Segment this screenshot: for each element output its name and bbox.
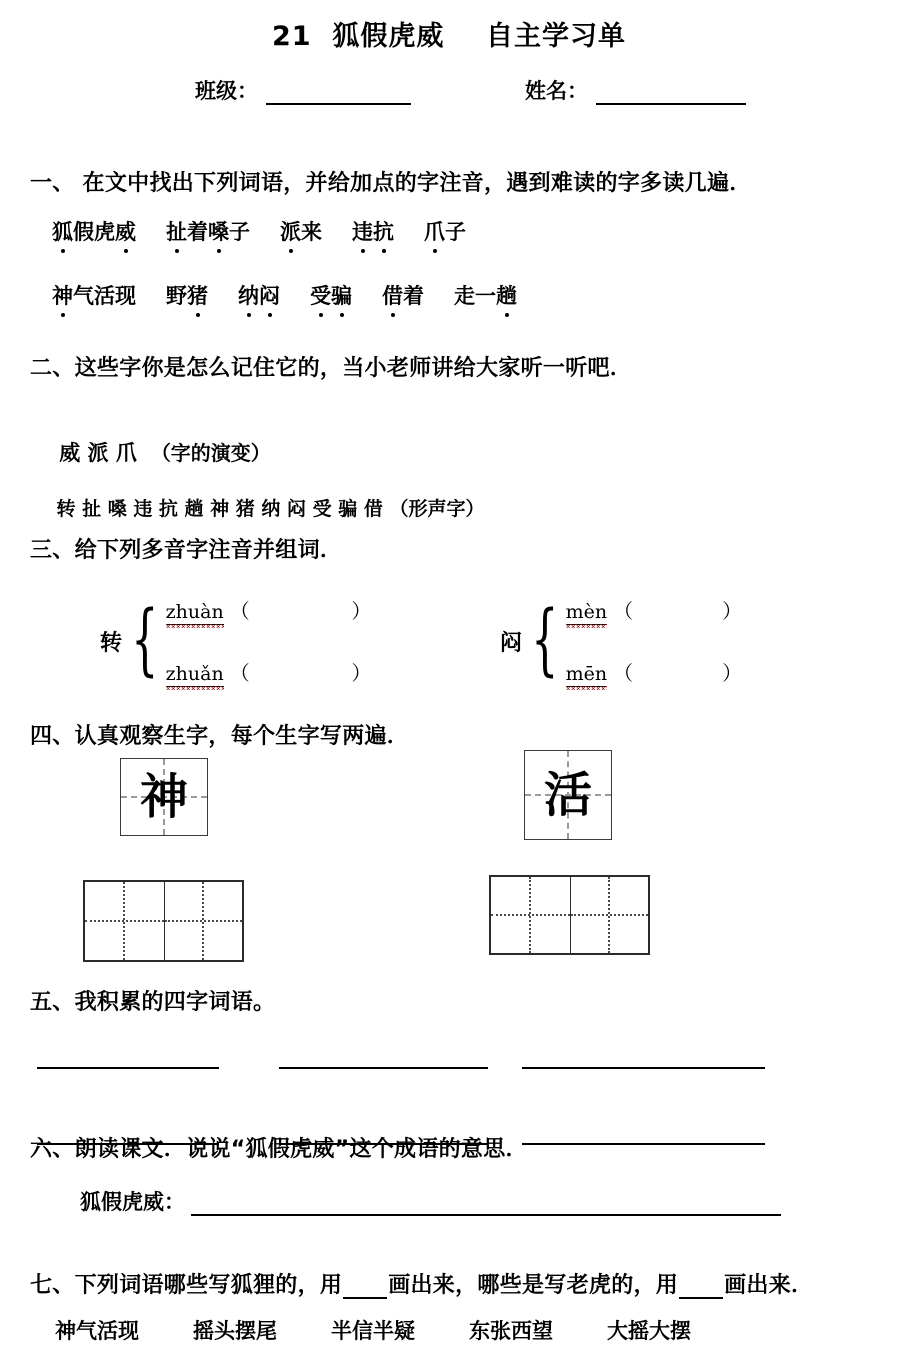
marked-character: 神 xyxy=(52,280,73,317)
vocabulary-word xyxy=(382,280,424,317)
answer-blank-line[interactable] xyxy=(522,1067,765,1069)
answer-blank-line[interactable] xyxy=(279,1067,488,1069)
marked-character: 骗 xyxy=(331,280,352,317)
idiom-label: 狐假虎威： xyxy=(80,1189,185,1214)
question-7-heading xyxy=(30,1268,813,1299)
character: 现 xyxy=(115,283,136,308)
evolution-chars: 威 派 爪 xyxy=(59,440,137,465)
answer-blank-line[interactable] xyxy=(37,1067,219,1069)
class-label: 班级： xyxy=(195,79,258,103)
phonetic-chars: 转 扯 嗓 违 抗 趟 神 猪 纳 闷 受 骗 借 xyxy=(56,498,383,520)
answer-blank-line[interactable] xyxy=(522,1143,765,1145)
vocabulary-word xyxy=(52,216,136,253)
pinyin-text: mēn xyxy=(565,663,608,685)
question-6-heading: 六、朗读课文．说说“狐假虎威”这个成语的意思． xyxy=(30,1137,528,1162)
question-6-answer-row[interactable] xyxy=(80,1186,781,1216)
polyphone-character: 闷 xyxy=(500,629,523,656)
polyphone-reading-row xyxy=(566,657,743,687)
question-3-heading: 三、给下列多音字注音并组词． xyxy=(30,538,343,563)
character: 假 xyxy=(73,219,94,244)
character: 活 xyxy=(94,283,115,308)
vocabulary-word xyxy=(280,216,322,253)
polyphone-character: 转 xyxy=(100,629,123,656)
word-answer-parentheses[interactable]: （ ） xyxy=(229,661,372,685)
polyphone-reading-row xyxy=(166,657,372,687)
marked-character: 受 xyxy=(310,280,331,317)
marked-character: 爪 xyxy=(424,216,445,253)
marked-character: 威 xyxy=(115,216,136,253)
inline-blank-tiger[interactable] xyxy=(679,1281,723,1299)
model-character-huo: 活 xyxy=(543,767,592,823)
brace-bracket: { xyxy=(131,595,159,686)
character: 着 xyxy=(187,219,208,244)
idiom-item[interactable]: 神气活现 xyxy=(55,1318,139,1343)
practice-grid-shen[interactable] xyxy=(83,880,244,962)
pinyin-text: mèn xyxy=(565,601,608,623)
class-field[interactable] xyxy=(195,75,411,105)
word-answer-parentheses[interactable]: （ ） xyxy=(613,599,743,623)
marked-character: 抗 xyxy=(373,216,394,253)
marked-character: 派 xyxy=(280,216,301,253)
idiom-item[interactable]: 摇头摆尾 xyxy=(193,1318,277,1343)
word-answer-parentheses[interactable]: （ ） xyxy=(229,599,372,623)
vocabulary-word xyxy=(454,280,517,317)
polyphone-reading-row xyxy=(166,595,372,625)
evolution-note: （字的演变） xyxy=(150,441,271,465)
question-1-heading: 一、 在文中找出下列词语，并给加点的字注音，遇到难读的字多读几遍． xyxy=(30,171,752,196)
question-5-heading: 五、我积累的四字词语。 xyxy=(30,990,276,1015)
character: 一 xyxy=(475,283,496,308)
practice-cell[interactable] xyxy=(570,877,649,953)
name-field[interactable] xyxy=(525,75,746,105)
practice-grid-huo[interactable] xyxy=(489,875,650,955)
model-character-shen: 神 xyxy=(139,769,188,825)
character: 虎 xyxy=(94,219,115,244)
marked-character: 扯 xyxy=(166,216,187,253)
marked-character: 违 xyxy=(352,216,373,253)
grid-horizontal-line xyxy=(571,914,649,916)
character: 子 xyxy=(445,219,466,244)
character: 气 xyxy=(73,283,94,308)
marked-character: 纳 xyxy=(238,280,259,317)
model-character-box-huo xyxy=(524,750,612,840)
marked-character: 闷 xyxy=(259,280,280,317)
polyphone-readings xyxy=(566,593,743,689)
vocabulary-word xyxy=(424,216,466,253)
idiom-item[interactable]: 东张西望 xyxy=(469,1318,553,1343)
polyphone-readings xyxy=(166,593,372,689)
polyphone-group-zhuan xyxy=(100,595,371,687)
question-4-heading: 四、认真观察生字，每个生字写两遍． xyxy=(30,724,410,749)
question-7-text-part3: 画出来． xyxy=(724,1273,814,1298)
question-7-text-part2: 画出来，哪些是写老虎的，用 xyxy=(388,1273,679,1298)
page-title: 21 狐假虎威 自主学习单 xyxy=(272,21,626,52)
grid-horizontal-line xyxy=(491,914,570,916)
grid-horizontal-line xyxy=(85,920,164,922)
student-info-row xyxy=(195,75,795,109)
class-input-blank[interactable] xyxy=(266,84,411,105)
grid-horizontal-line xyxy=(165,920,243,922)
pinyin-text: zhuàn xyxy=(165,601,224,623)
word-answer-parentheses[interactable]: （ ） xyxy=(613,661,743,685)
name-input-blank[interactable] xyxy=(596,84,746,105)
character: 着 xyxy=(403,283,424,308)
pinyin-text: zhuǎn xyxy=(165,663,224,685)
practice-cell[interactable] xyxy=(85,882,164,960)
inline-blank-fox[interactable] xyxy=(343,1281,387,1299)
question-1-word-row-2 xyxy=(52,280,547,317)
polyphone-group-men xyxy=(500,595,742,687)
question-7-idiom-row xyxy=(55,1315,745,1345)
name-label: 姓名： xyxy=(525,79,588,103)
marked-character: 趟 xyxy=(496,280,517,317)
character: 野 xyxy=(166,283,187,308)
question-2-heading: 二、这些字你是怎么记住它的，当小老师讲给大家听一听吧． xyxy=(30,356,633,381)
vocabulary-word xyxy=(166,280,208,317)
vocabulary-word xyxy=(310,280,352,317)
practice-cell[interactable] xyxy=(164,882,243,960)
phonetic-note: （形声字） xyxy=(389,498,485,520)
vocabulary-word xyxy=(238,280,280,317)
question-7-text-part1: 七、下列词语哪些写狐狸的，用 xyxy=(30,1273,343,1298)
brace-bracket: { xyxy=(531,595,559,686)
question-1-word-row-1 xyxy=(52,216,496,253)
vocabulary-word xyxy=(352,216,394,253)
idiom-item[interactable]: 大摇大摆 xyxy=(607,1318,691,1343)
character: 走 xyxy=(454,283,475,308)
idiom-meaning-blank[interactable] xyxy=(191,1196,781,1216)
vocabulary-word xyxy=(166,216,250,253)
character: 子 xyxy=(229,219,250,244)
polyphone-reading-row xyxy=(566,595,743,625)
idiom-item[interactable]: 半信半疑 xyxy=(331,1318,415,1343)
marked-character: 借 xyxy=(382,280,403,317)
character: 来 xyxy=(301,219,322,244)
practice-cell[interactable] xyxy=(491,877,570,953)
marked-character: 猪 xyxy=(187,280,208,317)
model-character-box-shen xyxy=(120,758,208,836)
marked-character: 嗓 xyxy=(208,216,229,253)
marked-character: 狐 xyxy=(52,216,73,253)
vocabulary-word xyxy=(52,280,136,317)
